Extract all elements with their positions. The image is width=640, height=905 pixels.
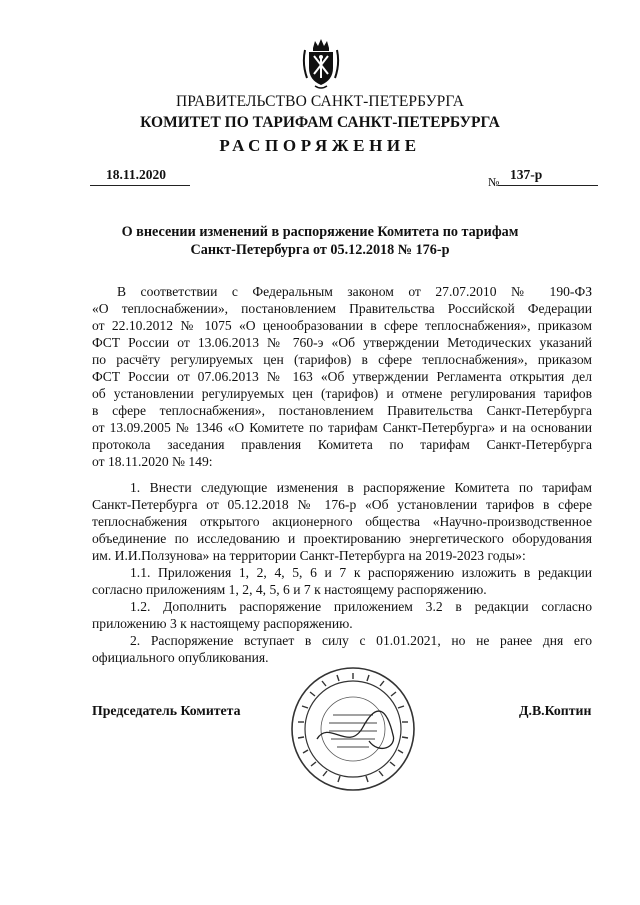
item1-line: им. И.И.Ползунова» на территории Санкт-Петербурга на 2019-2023 годы»:	[92, 548, 526, 563]
official-stamp	[289, 665, 417, 793]
item1-line: объединение по исследованию и проектированию энергетического оборудования	[92, 531, 592, 546]
number-sign: №	[488, 175, 500, 189]
item2-line: 2. Распоряжение вступает в силу с 01.01.2021, но не ранее дня его	[130, 633, 592, 648]
preamble-line: от 13.09.2005 № 1346 «О Комитете по тарифам Санкт-Петербурга» и на основании	[92, 420, 592, 435]
preamble-line: протокола заседания правления Комитета по тарифам Санкт-Петербурга	[92, 437, 592, 452]
preamble-line: об установлении регулируемых цен (тарифов) и отмене регулирования тарифов	[92, 386, 592, 401]
date-underline	[90, 185, 190, 186]
preamble-line: ФСТ России от 07.06.2013 № 163 «Об утверждении Регламента открытия дел	[92, 369, 592, 384]
item1-1-line: 1.1. Приложения 1, 2, 4, 5, 6 и 7 к распоряжению изложить в редакции	[130, 565, 592, 580]
document-title-line1: О внесении изменений в распоряжение Комитета по тарифам	[121, 224, 519, 240]
number-underline	[498, 185, 598, 186]
preamble-line: «О теплоснабжении», постановлением Правительства Российской Федерации	[92, 301, 592, 316]
coat-of-arms-icon	[301, 38, 341, 90]
government-name: ПРАВИТЕЛЬСТВО САНКТ-ПЕТЕРБУРГА	[175, 93, 465, 110]
committee-name: КОМИТЕТ ПО ТАРИФАМ САНКТ-ПЕТЕРБУРГА	[140, 114, 500, 131]
document-type: РАСПОРЯЖЕНИЕ	[219, 136, 421, 155]
preamble-line: от 22.10.2012 № 1075 «О ценообразовании в сфере теплоснабжения», приказом	[92, 318, 592, 333]
document-date: 18.11.2020	[106, 167, 167, 182]
signature-position: Председатель Комитета	[92, 703, 241, 718]
item1-line: 1. Внести следующие изменения в распоряжение Комитета по тарифам	[130, 480, 592, 495]
preamble-line: ФСТ России от 13.06.2013 № 760-э «Об утверждении Методических указаний	[92, 335, 592, 350]
item1-2-line: приложению 3 к настоящему распоряжению.	[92, 616, 353, 631]
preamble-line: в сфере теплоснабжения», постановлением Правительства Санкт-Петербурга	[92, 403, 592, 418]
document-number: 137-р	[510, 167, 543, 182]
preamble-line: В соответствии с Федеральным законом от 27.07.2010 № 190-ФЗ	[117, 284, 592, 299]
item1-1-line: согласно приложениям 1, 2, 4, 5, 6 и 7 к настоящему распоряжению.	[92, 582, 487, 597]
preamble-line: по расчёту регулируемых цен (тарифов) в сфере теплоснабжения», приказом	[92, 352, 592, 367]
item1-line: Санкт-Петербурга от 05.12.2018 № 176-р «Об установлении тарифов в сфере	[92, 497, 592, 512]
preamble-line: от 18.11.2020 № 149:	[92, 454, 213, 469]
item1-line: теплоснабжения открытого акционерного общества «Научно-производственное	[92, 514, 592, 529]
item1-2-line: 1.2. Дополнить распоряжение приложением 3.2 в редакции согласно	[130, 599, 592, 614]
signature-name: Д.В.Коптин	[519, 703, 592, 718]
document-title-line2: Санкт-Петербурга от 05.12.2018 № 176-р	[190, 242, 450, 258]
item2-line: официального опубликования.	[92, 650, 269, 665]
